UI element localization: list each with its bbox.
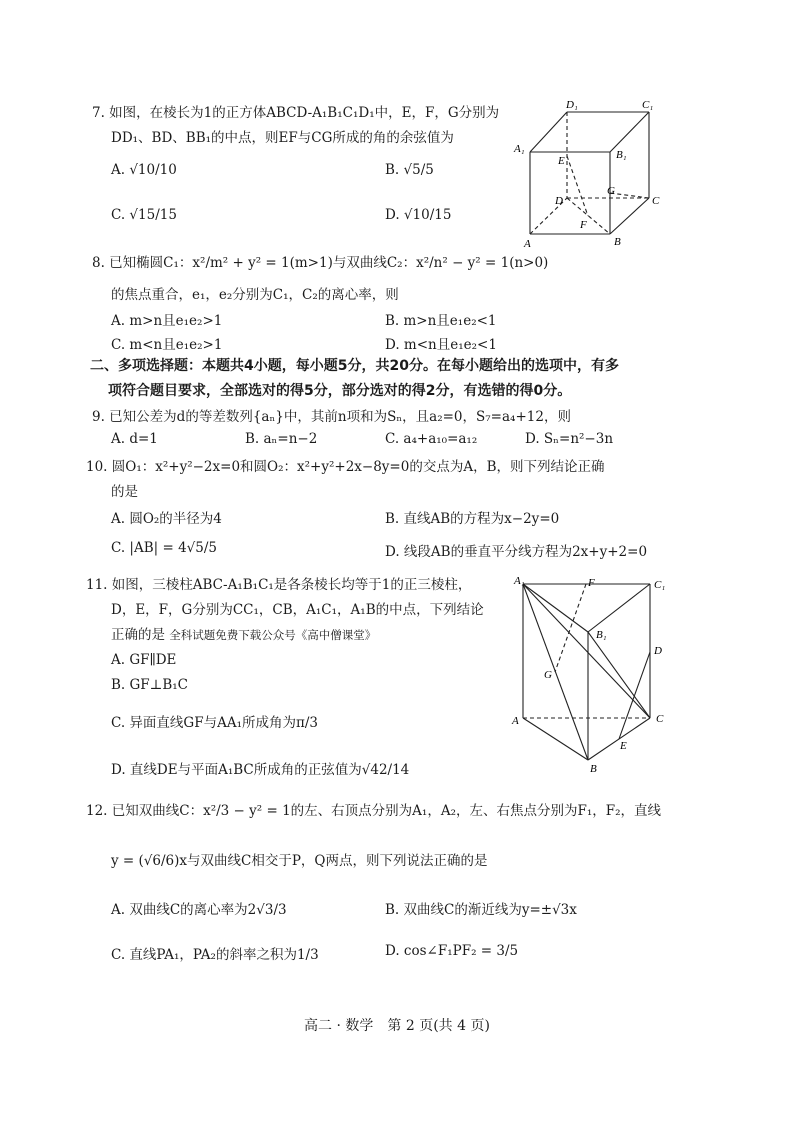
q9-option-a: A. d=1	[111, 431, 158, 447]
cube-label-f: F	[580, 219, 587, 231]
q11-option-b: B. GF⊥B₁C	[111, 677, 189, 693]
prism-label-b: B	[590, 763, 597, 775]
prism-label-c: C	[656, 713, 664, 725]
q7-line1: 7. 如图，在棱长为1的正方体ABCD-A₁B₁C₁D₁中，E，F，G分别为	[92, 105, 500, 121]
q7-option-b: B. √5/5	[385, 162, 434, 178]
q9-option-d: D. Sₙ=n²−3n	[525, 431, 614, 447]
cube-label-g: G	[607, 185, 615, 197]
q11-option-a: A. GF∥DE	[111, 652, 177, 668]
q10-option-c: C. |AB| = 4√5/5	[111, 540, 218, 556]
q8-option-b: B. m>n且e₁e₂<1	[385, 313, 497, 329]
q11-option-d: D. 直线DE与平面A₁BC所成角的正弦值为√42/14	[111, 762, 410, 778]
q7-option-d: D. √10/15	[385, 207, 452, 223]
q9-option-c: C. a₄+a₁₀=a₁₂	[385, 431, 478, 447]
cube-label-d: D	[555, 195, 563, 207]
q8-line2: 的焦点重合，e₁，e₂分别为C₁，C₂的离心率，则	[111, 287, 399, 303]
cube-label-a: A	[524, 238, 531, 250]
prism-label-f: F	[588, 577, 595, 589]
q11-line2: D，E，F，G分别为CC₁，CB，A₁C₁，A₁B的中点，下列结论	[111, 602, 484, 618]
q11-line1: 11. 如图，三棱柱ABC-A₁B₁C₁是各条棱长均等于1的正三棱柱，	[86, 577, 472, 593]
q12-line2: y = (√6/6)x与双曲线C相交于P，Q两点，则下列说法正确的是	[111, 853, 488, 869]
q7-option-c: C. √15/15	[111, 207, 177, 223]
prism-figure	[508, 572, 678, 777]
q12-option-b: B. 双曲线C的渐近线为y=±√3x	[385, 902, 577, 918]
q12-option-a: A. 双曲线C的离心率为2√3/3	[111, 902, 287, 918]
q10-option-b: B. 直线AB的方程为x−2y=0	[385, 511, 560, 527]
q8-option-c: C. m<n且e₁e₂>1	[111, 337, 223, 353]
cube-label-e: E	[558, 155, 565, 167]
q11-line3-text: 正确的是	[111, 627, 165, 643]
section2-line2: 项符合题目要求，全部选对的得5分，部分选对的得2分，有选错的得0分。	[108, 383, 572, 399]
q7-option-a: A. √10/10	[111, 162, 177, 178]
prism-label-a: A	[512, 715, 519, 727]
prism-label-a1: A₁	[514, 575, 525, 587]
q10-option-d: D. 线段AB的垂直平分线方程为2x+y+2=0	[385, 544, 648, 560]
q8-option-d: D. m<n且e₁e₂<1	[385, 337, 497, 353]
q12-line1: 12. 已知双曲线C：x²/3 − y² = 1的左、右顶点分别为A₁，A₂，左、右焦点分别为F₁，F₂，直线	[86, 803, 662, 819]
prism-label-d: D	[654, 645, 662, 657]
prism-label-e: E	[620, 740, 627, 752]
cube-label-d1: D₁	[566, 99, 578, 111]
q9-option-b: B. aₙ=n−2	[245, 431, 318, 447]
q9-line1: 9. 已知公差为d的等差数列{aₙ}中，其前n项和为Sₙ，且a₂=0，S₇=a₄+12，则	[92, 409, 571, 425]
q8-option-a: A. m>n且e₁e₂>1	[111, 313, 223, 329]
cube-figure	[512, 94, 667, 254]
cube-label-b1: B₁	[616, 149, 627, 161]
cube-label-c: C	[652, 195, 660, 207]
section2-line1: 二、多项选择题：本题共4小题，每小题5分，共20分。在每小题给出的选项中，有多	[90, 358, 619, 374]
q11-line3	[111, 625, 376, 645]
q12-option-c: C. 直线PA₁，PA₂的斜率之积为1/3	[111, 947, 319, 963]
prism-label-g: G	[544, 669, 552, 681]
prism-label-c1: C₁	[654, 579, 666, 591]
cube-label-c1: C₁	[642, 99, 654, 111]
q8-line1: 8. 已知椭圆C₁：x²/m² + y² = 1(m>1)与双曲线C₂：x²/n² − y² = 1(n>0)	[92, 255, 549, 271]
prism-label-b1: B₁	[596, 629, 607, 641]
q10-option-a: A. 圆O₂的半径为4	[111, 511, 222, 527]
cube-label-a1: A₁	[514, 143, 525, 155]
q10-line1: 10. 圆O₁：x²+y²−2x=0和圆O₂：x²+y²+2x−8y=0的交点为A，B，则下列结论正确	[86, 459, 605, 475]
q11-option-c: C. 异面直线GF与AA₁所成角为π/3	[111, 715, 319, 731]
page-footer: 高二 · 数学 第 2 页(共 4 页)	[304, 1018, 490, 1034]
q7-line2: DD₁、BD、BB₁的中点，则EF与CG所成的角的余弦值为	[111, 130, 454, 146]
cube-label-b: B	[614, 236, 621, 248]
q12-option-d: D. cos∠F₁PF₂ = 3/5	[385, 943, 519, 959]
q10-line2: 的是	[111, 484, 138, 500]
watermark-text: 全科试题免费下载公众号《高中僧课堂》	[169, 628, 377, 642]
